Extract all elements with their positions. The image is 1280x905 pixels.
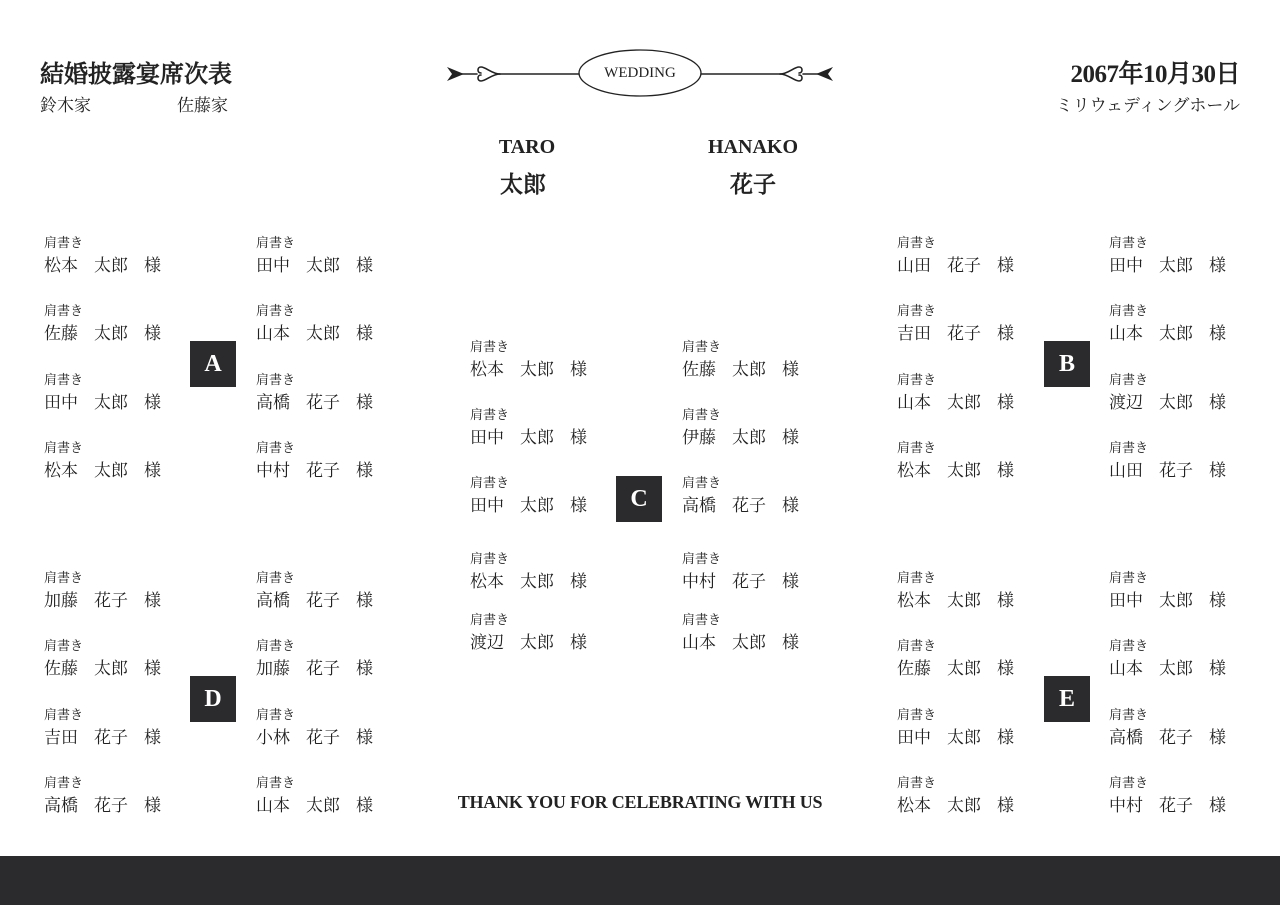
guest-given-name: 太郎 [520,572,554,591]
guest-name [470,633,600,653]
guest-honorific: 様 [997,591,1014,610]
guest-honorific: 様 [570,633,587,652]
guest-seat [897,571,1027,611]
guest-name [1109,659,1239,679]
guest-title: 肩書き [44,235,84,250]
guest-title: 肩書き [470,407,510,422]
guest-surname: 佐藤 [44,324,78,343]
guest-given-name: 花子 [94,728,128,747]
table-badge-a: A [190,341,236,387]
guest-seat [1109,571,1239,611]
guest-name [1109,324,1239,344]
guest-seat [44,304,174,344]
family-name-left: 鈴木家 [40,96,91,115]
guest-seat [256,441,386,481]
guest-given-name: 太郎 [94,393,128,412]
guest-given-name: 太郎 [1159,393,1193,412]
guest-title: 肩書き [897,235,937,250]
guest-surname: 渡辺 [1109,393,1143,412]
guest-title: 肩書き [897,638,937,653]
guest-name [1109,461,1239,481]
guest-honorific: 様 [570,360,587,379]
guest-title: 肩書き [1109,372,1149,387]
guest-title: 肩書き [897,570,937,585]
guest-surname: 山田 [897,256,931,275]
guest-name [256,659,386,679]
guest-seat [1109,441,1239,481]
guest-surname: 高橋 [256,591,290,610]
guest-name [682,428,812,448]
guest-given-name: 太郎 [947,461,981,480]
guest-title: 肩書き [470,551,510,566]
guest-surname: 松本 [44,461,78,480]
guest-title: 肩書き [470,475,510,490]
guest-surname: 中村 [1109,796,1143,815]
guest-name [897,324,1027,344]
guest-honorific: 様 [356,256,373,275]
guest-given-name: 太郎 [947,393,981,412]
guest-honorific: 様 [997,324,1014,343]
guest-name [44,324,174,344]
guest-honorific: 様 [144,256,161,275]
guest-surname: 山本 [1109,324,1143,343]
guest-honorific: 様 [1209,796,1226,815]
guest-given-name: 太郎 [520,360,554,379]
guest-seat [897,236,1027,276]
guest-given-name: 花子 [306,461,340,480]
guest-given-name: 太郎 [947,796,981,815]
guest-title: 肩書き [897,775,937,790]
guest-surname: 加藤 [256,659,290,678]
guest-honorific: 様 [144,659,161,678]
guest-title: 肩書き [682,339,722,354]
guest-given-name: 花子 [306,393,340,412]
guest-seat [44,441,174,481]
guest-seat [470,340,600,380]
guest-seat [470,552,600,592]
guest-name [44,461,174,481]
guest-surname: 高橋 [44,796,78,815]
guest-title: 肩書き [256,440,296,455]
guest-name [256,728,386,748]
guest-honorific: 様 [356,728,373,747]
guest-seat [256,373,386,413]
guest-honorific: 様 [997,393,1014,412]
guest-given-name: 花子 [947,324,981,343]
guest-surname: 中村 [682,572,716,591]
guest-title: 肩書き [1109,303,1149,318]
guest-honorific: 様 [144,796,161,815]
guest-title: 肩書き [897,372,937,387]
guest-title: 肩書き [256,707,296,722]
guest-surname: 高橋 [1109,728,1143,747]
guest-seat [897,639,1027,679]
guest-given-name: 太郎 [520,428,554,447]
guest-honorific: 様 [782,496,799,515]
guest-name [1109,728,1239,748]
guest-honorific: 様 [570,496,587,515]
guest-seat [897,373,1027,413]
guest-surname: 松本 [897,796,931,815]
guest-seat [44,571,174,611]
guest-seat [1109,639,1239,679]
guest-given-name: 太郎 [732,633,766,652]
guest-seat [1109,373,1239,413]
bride-name: 花子 [730,172,776,197]
guest-name [44,393,174,413]
guest-given-name: 太郎 [306,324,340,343]
guest-title: 肩書き [44,775,84,790]
guest-name [897,659,1027,679]
thank-you-message: THANK YOU FOR CELEBRATING WITH US [457,792,823,812]
guest-surname: 松本 [470,572,504,591]
guest-title: 肩書き [44,638,84,653]
guest-title: 肩書き [470,612,510,627]
guest-honorific: 様 [1209,393,1226,412]
guest-seat [470,613,600,653]
groom-romaji-name: TARO [498,136,556,158]
guest-surname: 田中 [1109,256,1143,275]
guest-honorific: 様 [1209,256,1226,275]
guest-seat [897,708,1027,748]
guest-surname: 吉田 [897,324,931,343]
guest-title: 肩書き [897,707,937,722]
guest-name [897,591,1027,611]
guest-seat [44,639,174,679]
guest-given-name: 花子 [94,796,128,815]
guest-given-name: 花子 [306,728,340,747]
footer-bar [0,856,1280,905]
guest-given-name: 太郎 [1159,659,1193,678]
guest-given-name: 太郎 [94,659,128,678]
guest-name [470,496,600,516]
guest-title: 肩書き [1109,235,1149,250]
guest-honorific: 様 [356,461,373,480]
guest-title: 肩書き [44,570,84,585]
guest-title: 肩書き [682,407,722,422]
guest-title: 肩書き [897,303,937,318]
guest-surname: 佐藤 [897,659,931,678]
guest-name [1109,393,1239,413]
guest-honorific: 様 [997,728,1014,747]
guest-surname: 松本 [897,591,931,610]
guest-honorific: 様 [1209,659,1226,678]
guest-name [44,728,174,748]
guest-name [44,659,174,679]
guest-honorific: 様 [570,428,587,447]
guest-name [897,728,1027,748]
guest-surname: 松本 [470,360,504,379]
guest-title: 肩書き [682,612,722,627]
guest-honorific: 様 [997,461,1014,480]
guest-honorific: 様 [782,572,799,591]
guest-honorific: 様 [144,461,161,480]
guest-seat [897,304,1027,344]
guest-title: 肩書き [1109,440,1149,455]
guest-surname: 田中 [256,256,290,275]
guest-title: 肩書き [1109,638,1149,653]
guest-given-name: 太郎 [520,633,554,652]
wedding-emblem-text: WEDDING [604,65,676,81]
guest-given-name: 花子 [94,591,128,610]
guest-honorific: 様 [144,393,161,412]
guest-title: 肩書き [256,372,296,387]
guest-honorific: 様 [1209,461,1226,480]
guest-surname: 田中 [897,728,931,747]
guest-name [44,591,174,611]
guest-seat [256,304,386,344]
guest-title: 肩書き [682,551,722,566]
table-badge-b: B [1044,341,1090,387]
guest-honorific: 様 [144,728,161,747]
guest-honorific: 様 [356,591,373,610]
guest-seat [682,613,812,653]
guest-given-name: 花子 [1159,728,1193,747]
table-badge-c: C [616,476,662,522]
guest-title: 肩書き [256,638,296,653]
guest-given-name: 花子 [1159,796,1193,815]
table-badge-d: D [190,676,236,722]
guest-surname: 伊藤 [682,428,716,447]
guest-surname: 松本 [897,461,931,480]
guest-given-name: 花子 [947,256,981,275]
family-name-right: 佐藤家 [177,96,228,115]
guest-name [682,496,812,516]
guest-name [44,256,174,276]
guest-name [1109,591,1239,611]
guest-honorific: 様 [356,796,373,815]
guest-honorific: 様 [1209,728,1226,747]
guest-honorific: 様 [997,659,1014,678]
groom-name: 太郎 [500,172,546,197]
guest-seat [682,408,812,448]
guest-name [256,324,386,344]
guest-surname: 吉田 [44,728,78,747]
guest-name [470,428,600,448]
guest-given-name: 太郎 [1159,256,1193,275]
guest-surname: 中村 [256,461,290,480]
guest-honorific: 様 [782,633,799,652]
guest-title: 肩書き [44,707,84,722]
guest-seat [1109,708,1239,748]
document-title: 結婚披露宴席次表 [40,62,232,88]
guest-surname: 高橋 [256,393,290,412]
guest-title: 肩書き [256,775,296,790]
guest-surname: 加藤 [44,591,78,610]
guest-honorific: 様 [570,572,587,591]
guest-given-name: 太郎 [1159,591,1193,610]
guest-surname: 山田 [1109,461,1143,480]
guest-title: 肩書き [44,440,84,455]
guest-surname: 渡辺 [470,633,504,652]
guest-surname: 田中 [44,393,78,412]
guest-surname: 田中 [470,496,504,515]
guest-seat [44,373,174,413]
guest-name [897,256,1027,276]
guest-given-name: 太郎 [94,461,128,480]
guest-name [470,572,600,592]
guest-honorific: 様 [997,796,1014,815]
guest-title: 肩書き [256,303,296,318]
guest-surname: 佐藤 [682,360,716,379]
guest-given-name: 花子 [732,496,766,515]
guest-title: 肩書き [44,372,84,387]
guest-seat [1109,304,1239,344]
guest-surname: 山本 [897,393,931,412]
guest-given-name: 花子 [306,591,340,610]
guest-title: 肩書き [44,303,84,318]
guest-name [682,633,812,653]
guest-name [897,393,1027,413]
wedding-date: 2067年10月30日 [1070,61,1240,88]
guest-honorific: 様 [1209,591,1226,610]
guest-seat [682,340,812,380]
guest-seat [44,236,174,276]
guest-name [682,360,812,380]
guest-given-name: 太郎 [94,324,128,343]
guest-given-name: 花子 [732,572,766,591]
guest-surname: 田中 [1109,591,1143,610]
guest-surname: 山本 [1109,659,1143,678]
guest-seat [470,408,600,448]
guest-name [682,572,812,592]
guest-honorific: 様 [782,428,799,447]
guest-given-name: 太郎 [947,591,981,610]
guest-seat [470,476,600,516]
guest-honorific: 様 [782,360,799,379]
guest-title: 肩書き [256,570,296,585]
guest-seat [682,476,812,516]
guest-seat [1109,236,1239,276]
guest-honorific: 様 [356,393,373,412]
guest-given-name: 花子 [306,659,340,678]
guest-name [256,256,386,276]
guest-given-name: 太郎 [947,728,981,747]
guest-surname: 高橋 [682,496,716,515]
guest-given-name: 太郎 [947,659,981,678]
guest-honorific: 様 [144,324,161,343]
guest-surname: 小林 [256,728,290,747]
guest-given-name: 太郎 [306,796,340,815]
guest-given-name: 太郎 [732,428,766,447]
guest-name [897,461,1027,481]
guest-title: 肩書き [1109,570,1149,585]
bride-romaji-name: HANAKO [708,136,798,158]
guest-seat [256,708,386,748]
guest-surname: 山本 [682,633,716,652]
guest-name [256,591,386,611]
guest-surname: 山本 [256,796,290,815]
guest-honorific: 様 [997,256,1014,275]
guest-honorific: 様 [144,591,161,610]
guest-surname: 佐藤 [44,659,78,678]
guest-honorific: 様 [356,659,373,678]
guest-title: 肩書き [470,339,510,354]
guest-given-name: 太郎 [94,256,128,275]
guest-seat [897,441,1027,481]
guest-name [1109,256,1239,276]
guest-seat [256,236,386,276]
table-badge-e: E [1044,676,1090,722]
guest-title: 肩書き [897,440,937,455]
guest-title: 肩書き [256,235,296,250]
guest-surname: 田中 [470,428,504,447]
guest-name [256,393,386,413]
guest-given-name: 花子 [1159,461,1193,480]
guest-seat [256,571,386,611]
guest-honorific: 様 [356,324,373,343]
guest-title: 肩書き [1109,707,1149,722]
guest-surname: 松本 [44,256,78,275]
guest-given-name: 太郎 [732,360,766,379]
guest-seat [44,708,174,748]
guest-name [256,461,386,481]
guest-title: 肩書き [1109,775,1149,790]
guest-surname: 山本 [256,324,290,343]
guest-given-name: 太郎 [306,256,340,275]
guest-title: 肩書き [682,475,722,490]
guest-honorific: 様 [1209,324,1226,343]
venue-name: ミリウェディングホール [1055,96,1240,115]
guest-given-name: 太郎 [520,496,554,515]
guest-seat [256,639,386,679]
guest-given-name: 太郎 [1159,324,1193,343]
guest-name [470,360,600,380]
guest-seat [682,552,812,592]
